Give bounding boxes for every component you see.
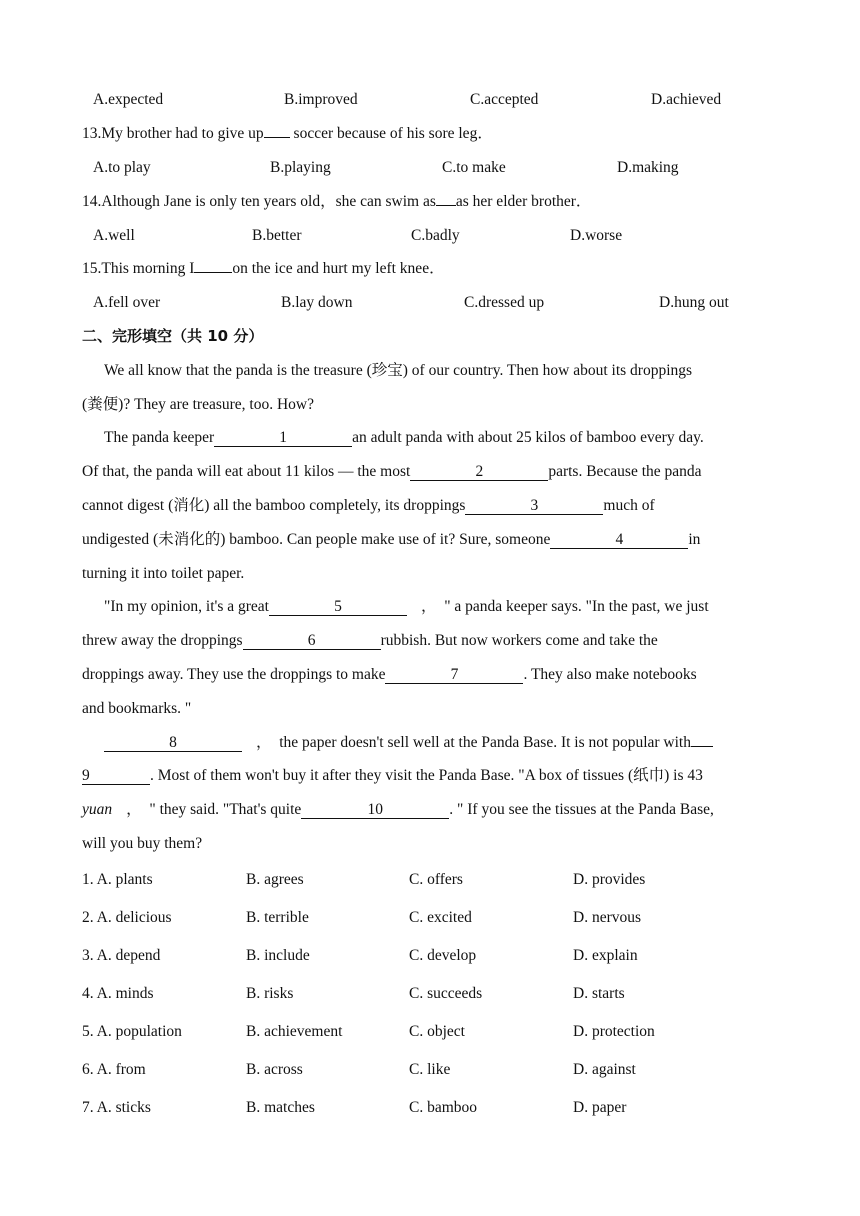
- choice-6-a: 6. A. from: [82, 1061, 146, 1078]
- choice-2-d: D. nervous: [573, 909, 642, 926]
- blank-9-start: [691, 746, 713, 747]
- choice-4-c: C. succeeds: [409, 985, 483, 1002]
- blank-9: 9: [82, 768, 150, 785]
- choice-5-d: D. protection: [573, 1023, 655, 1040]
- q13-option-a: A.to play: [93, 159, 151, 176]
- q15-option-a: A.fell over: [93, 294, 161, 311]
- passage-line: threw away the droppings 6 rubbish. But now workers come and take the: [82, 632, 658, 649]
- q15-option-b: B.lay down: [281, 294, 353, 311]
- blank-1: 1: [214, 430, 352, 447]
- q12-option-d: D.achieved: [651, 91, 722, 108]
- passage-line: 9 . Most of them won't buy it after they visit the Panda Base. "A box of tissues (纸巾) is 43: [82, 767, 703, 784]
- passage-line: will you buy them?: [82, 835, 203, 852]
- choice-5-c: C. object: [409, 1023, 465, 1040]
- q15-option-d: D.hung out: [659, 294, 729, 311]
- passage-line: We all know that the panda is the treasure (珍宝) of our country. Then how about its droppings: [104, 362, 693, 379]
- blank-5: 5: [269, 599, 407, 616]
- q15-option-c: C.dressed up: [464, 294, 545, 311]
- section-title: 二、完形填空（共 10 分）: [82, 327, 264, 345]
- blank-10: 10: [301, 802, 449, 819]
- passage-line: undigested (未消化的) bamboo. Can people make use of it? Sure, someone 4 in: [82, 531, 701, 548]
- q13-option-d: D.making: [617, 159, 679, 176]
- passage-line: cannot digest (消化) all the bamboo completely, its droppings 3 much of: [82, 497, 655, 514]
- blank-2: 2: [410, 464, 548, 481]
- choice-6-b: B. across: [246, 1061, 303, 1078]
- choice-1-d: D. provides: [573, 871, 646, 888]
- choice-3-d: D. explain: [573, 947, 638, 964]
- choice-2-a: 2. A. delicious: [82, 909, 172, 926]
- passage-line: yuan ， " they said. "That's quite 10 . " If you see the tissues at the Panda Base,: [82, 801, 714, 818]
- choice-7-c: C. bamboo: [409, 1099, 478, 1116]
- choice-6-c: C. like: [409, 1061, 451, 1078]
- passage-line: and bookmarks. ": [82, 700, 192, 717]
- choice-1-c: C. offers: [409, 871, 463, 888]
- q13-question: 13.My brother had to give up soccer because of his sore leg．: [82, 125, 493, 142]
- q13-blank: [264, 137, 290, 138]
- q14-option-b: B.better: [252, 227, 302, 244]
- passage-line: 8 ， the paper doesn't sell well at the Panda Base. It is not popular with: [104, 733, 713, 753]
- choice-4-d: D. starts: [573, 985, 625, 1002]
- choice-7-b: B. matches: [246, 1099, 315, 1116]
- choice-1-a: 1. A. plants: [82, 871, 153, 888]
- q13-option-c: C.to make: [442, 159, 506, 176]
- q12-option-a: A.expected: [93, 91, 164, 108]
- blank-7: 7: [385, 667, 523, 684]
- q14-blank: [436, 205, 456, 206]
- passage-line: Of that, the panda will eat about 11 kilos — the most 2 parts. Because the panda: [82, 463, 702, 480]
- passage-line: turning it into toilet paper.: [82, 565, 245, 582]
- q14-question: 14.Although Jane is only ten years old，she can swim as as her elder brother．: [82, 193, 592, 210]
- choice-4-a: 4. A. minds: [82, 985, 154, 1002]
- choice-1-b: B. agrees: [246, 871, 304, 888]
- choice-7-a: 7. A. sticks: [82, 1099, 151, 1116]
- passage-line: The panda keeper 1 an adult panda with about 25 kilos of bamboo every day.: [104, 429, 704, 446]
- q14-option-c: C.badly: [411, 227, 460, 244]
- q15-question: 15.This morning I on the ice and hurt my left knee．: [82, 260, 445, 277]
- choice-2-c: C. excited: [409, 909, 472, 926]
- q15-blank: [194, 272, 232, 273]
- choice-7-d: D. paper: [573, 1099, 627, 1116]
- q14-option-a: A.well: [93, 227, 135, 244]
- q13-option-b: B.playing: [270, 159, 331, 176]
- passage-line: "In my opinion, it's a great 5 ， " a panda keeper says. "In the past, we just: [104, 598, 709, 615]
- choice-6-d: D. against: [573, 1061, 636, 1078]
- blank-3: 3: [465, 498, 603, 515]
- blank-6: 6: [243, 633, 381, 650]
- choice-3-a: 3. A. depend: [82, 947, 161, 964]
- choice-5-a: 5. A. population: [82, 1023, 182, 1040]
- q12-option-c: C.accepted: [470, 91, 539, 108]
- choice-5-b: B. achievement: [246, 1023, 343, 1040]
- blank-4: 4: [550, 532, 688, 549]
- choice-2-b: B. terrible: [246, 909, 309, 926]
- q12-option-b: B.improved: [284, 91, 358, 108]
- passage-line: (粪便)? They are treasure, too. How?: [82, 396, 314, 413]
- choice-4-b: B. risks: [246, 985, 294, 1002]
- blank-8: 8: [104, 735, 242, 752]
- choice-3-c: C. develop: [409, 947, 477, 964]
- q14-option-d: D.worse: [570, 227, 623, 244]
- choice-3-b: B. include: [246, 947, 310, 964]
- passage-line: droppings away. They use the droppings to make 7 . They also make notebooks: [82, 666, 697, 683]
